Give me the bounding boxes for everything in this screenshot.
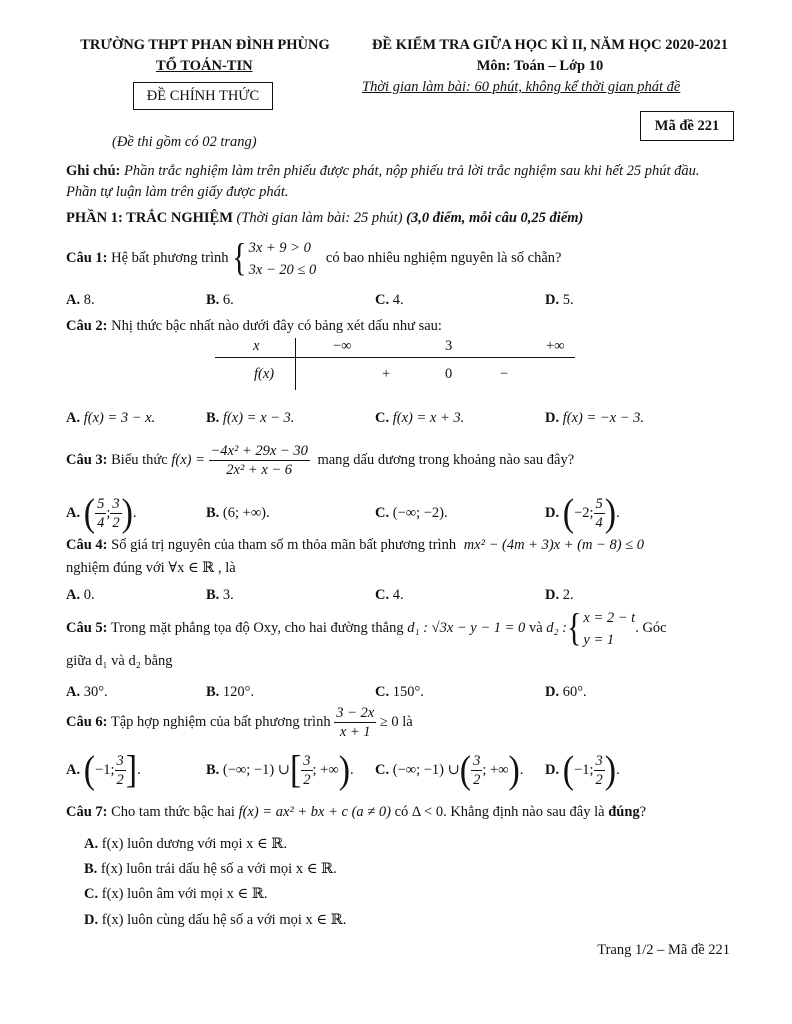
q5-answer-d[interactable]: D. 60°.: [545, 684, 587, 700]
table-sign-minus: −: [500, 366, 509, 382]
note-line2: Phần tự luận làm trên giấy được phát.: [66, 184, 289, 200]
q5-answer-a[interactable]: A. 30°.: [66, 684, 108, 700]
q1-sys2: 3x − 20 ≤ 0: [248, 261, 317, 278]
part1-title: PHẦN 1: TRẮC NGHIỆM: [66, 210, 233, 226]
table-vline: [295, 338, 296, 390]
question-7: Câu 7: Cho tam thức bậc hai f(x) = ax² + bx + c (a ≠ 0) có Δ < 0. Khẳng định nào sau đây là đúng?: [66, 804, 647, 820]
question-6: Câu 6: Tập hợp nghiệm của bất phương trình $\frac{3 - 2x}{x + 1}$ ≥ 0 là: [66, 705, 413, 741]
q1-answer-a[interactable]: A. 8.: [66, 292, 95, 308]
subject: Môn: Toán – Lớp 10: [476, 58, 604, 74]
question-4: Câu 4: Số giá trị nguyên của tham số m thỏa mãn bất phương trình mx² − (4m + 3)x + (m − 8) ≤ 0: [66, 537, 644, 553]
q6-answers: [66, 750, 746, 790]
q4-inequality: mx² − (4m + 3)x + (m − 8) ≤ 0: [463, 537, 644, 553]
q6-answer-b[interactable]: B. (−∞; −1) ∪[ $\frac{3}{2}$ ; +∞).: [206, 748, 354, 792]
q3-answer-d[interactable]: D. (−2; $\frac{5}{4}$ ).: [545, 491, 620, 535]
q6-answer-d[interactable]: D. (−1; $\frac{3}{2}$ ).: [545, 748, 620, 792]
school-name: TRƯỜNG THPT PHAN ĐÌNH PHÙNG: [80, 37, 330, 53]
note-label: Ghi chú:: [66, 163, 121, 179]
table-x: x: [253, 338, 260, 354]
exam-code-box: [640, 111, 734, 141]
q7-expression: f(x) = ax² + bx + c (a ≠ 0): [238, 804, 391, 820]
brace: {: [232, 236, 247, 280]
official-box: [133, 82, 273, 110]
table-sign-plus: +: [382, 366, 391, 382]
table-pinf: +∞: [546, 338, 565, 354]
q1-answer-c[interactable]: C. 4.: [375, 292, 404, 308]
brace: {: [567, 606, 582, 650]
q2-answer-c[interactable]: C. f(x) = x + 3.: [375, 410, 465, 426]
q4-answer-a[interactable]: A. 0.: [66, 587, 95, 603]
q1-answers: [66, 292, 746, 316]
exam-code: Mã đề 221: [654, 118, 720, 134]
q3-answer-a[interactable]: A. ( $\frac{5}{4}$ ; $\frac{3}{2}$ ).: [66, 491, 137, 535]
exam-time: Thời gian làm bài: 60 phút, không kể thời gian phát đề: [362, 79, 681, 95]
q6-fraction: $\frac{3 - 2x}{x + 1}$: [336, 705, 375, 741]
table-zero: 0: [445, 366, 453, 382]
q5-system: x = 2 − t y = 1: [583, 609, 636, 648]
q2-answers: [66, 410, 746, 434]
q7-answer-c[interactable]: C. f(x) luôn âm với mọi x ∈ ℝ.: [84, 886, 268, 902]
q6-answer-c[interactable]: C. (−∞; −1) ∪( $\frac{3}{2}$ ; +∞).: [375, 748, 524, 792]
page-footer: Trang 1/2 – Mã đề 221: [597, 942, 730, 958]
q3-answers: [66, 493, 746, 533]
q2-answer-b[interactable]: B. f(x) = x − 3.: [206, 410, 295, 426]
part1-time: (Thời gian làm bài: 25 phút): [236, 210, 403, 226]
question-5: Câu 5: Trong mặt phẳng tọa độ Oxy, cho hai đường thẳng d₁ : √3x − y − 1 = 0 và d₂ :{ x = 2 − t y = 1 . Góc: [66, 606, 667, 650]
table-ninf: −∞: [333, 338, 352, 354]
question-1: [66, 234, 561, 282]
q5-answer-c[interactable]: C. 150°.: [375, 684, 424, 700]
note-line1: [66, 163, 700, 180]
q1-pre: Hệ bất phương trình: [111, 250, 229, 266]
q3-fraction: $\frac{\text{−4x² + 29x − 30}}{\text{2x² + x − 6}}$: [210, 443, 308, 479]
part1-points: (3,0 điểm, mỗi câu 0,25 điểm): [406, 210, 584, 226]
q1-post: có bao nhiêu nghiệm nguyên là số chẵn?: [325, 250, 562, 266]
q3-fx: f(x) =: [171, 452, 205, 468]
q5-line-d1: d₁ : √3x − y − 1 = 0: [407, 620, 526, 636]
q5-answer-b[interactable]: B. 120°.: [206, 684, 255, 700]
pages-note: (Đề thi gồm có 02 trang): [112, 134, 257, 150]
official-label: ĐỀ CHÍNH THỨC: [146, 88, 260, 104]
q3-answer-c[interactable]: C. (−∞; −2).: [375, 505, 448, 521]
q5-line2: giữa d₁ và d₂ bằng: [66, 653, 173, 669]
q1-label: Câu 1:: [66, 250, 108, 266]
q4-answer-b[interactable]: B. 3.: [206, 587, 234, 603]
q7-answer-b[interactable]: B. f(x) luôn trái dấu hệ số a với mọi x ∈ ℝ.: [84, 861, 337, 877]
q7-answer-a[interactable]: A. f(x) luôn dương với mọi x ∈ ℝ.: [84, 836, 288, 852]
q4-line2: nghiệm đúng với ∀x ∈ ℝ , là: [66, 560, 236, 576]
q1-sys1: 3x + 9 > 0: [248, 239, 311, 256]
exam-title: ĐỀ KIỂM TRA GIỮA HỌC KÌ II, NĂM HỌC 2020-2021: [371, 37, 729, 53]
q1-system: [249, 237, 317, 281]
department: TỔ TOÁN-TIN: [156, 58, 253, 74]
q4-answer-c[interactable]: C. 4.: [375, 587, 404, 603]
question-2: Câu 2: Nhị thức bậc nhất nào dưới đây có bảng xét dấu như sau:: [66, 318, 442, 334]
q1-answer-d[interactable]: D. 5.: [545, 292, 574, 308]
q4-answer-d[interactable]: D. 2.: [545, 587, 574, 603]
note-text: Phần trắc nghiệm làm trên phiếu được phát, nộp phiếu trả lời trắc nghiệm sau khi hết 25 phút đầu.: [124, 163, 700, 179]
q2-answer-d[interactable]: D. f(x) = −x − 3.: [545, 410, 645, 426]
q7-answer-d[interactable]: D. f(x) luôn cùng dấu hệ số a với mọi x ∈ ℝ.: [84, 912, 347, 928]
q5-line-d2: d₂ :: [546, 620, 567, 636]
q3-answer-b[interactable]: B. (6; +∞).: [206, 505, 270, 521]
table-fx: f(x): [254, 366, 275, 382]
question-3: Câu 3: Biểu thức f(x) = $\frac{\text{−4x² + 29x − 30}}{\text{2x² + x − 6}}$ mang dấu dương trong khoảng nào sau đây?: [66, 443, 575, 479]
part1-heading: [66, 210, 583, 227]
table-root: 3: [445, 338, 453, 354]
q6-answer-a[interactable]: A. (−1; $\frac{3}{2}$ ].: [66, 748, 141, 792]
table-hline: [215, 357, 575, 358]
q2-answer-a[interactable]: A. f(x) = 3 − x.: [66, 410, 156, 426]
q1-answer-b[interactable]: B. 6.: [206, 292, 234, 308]
